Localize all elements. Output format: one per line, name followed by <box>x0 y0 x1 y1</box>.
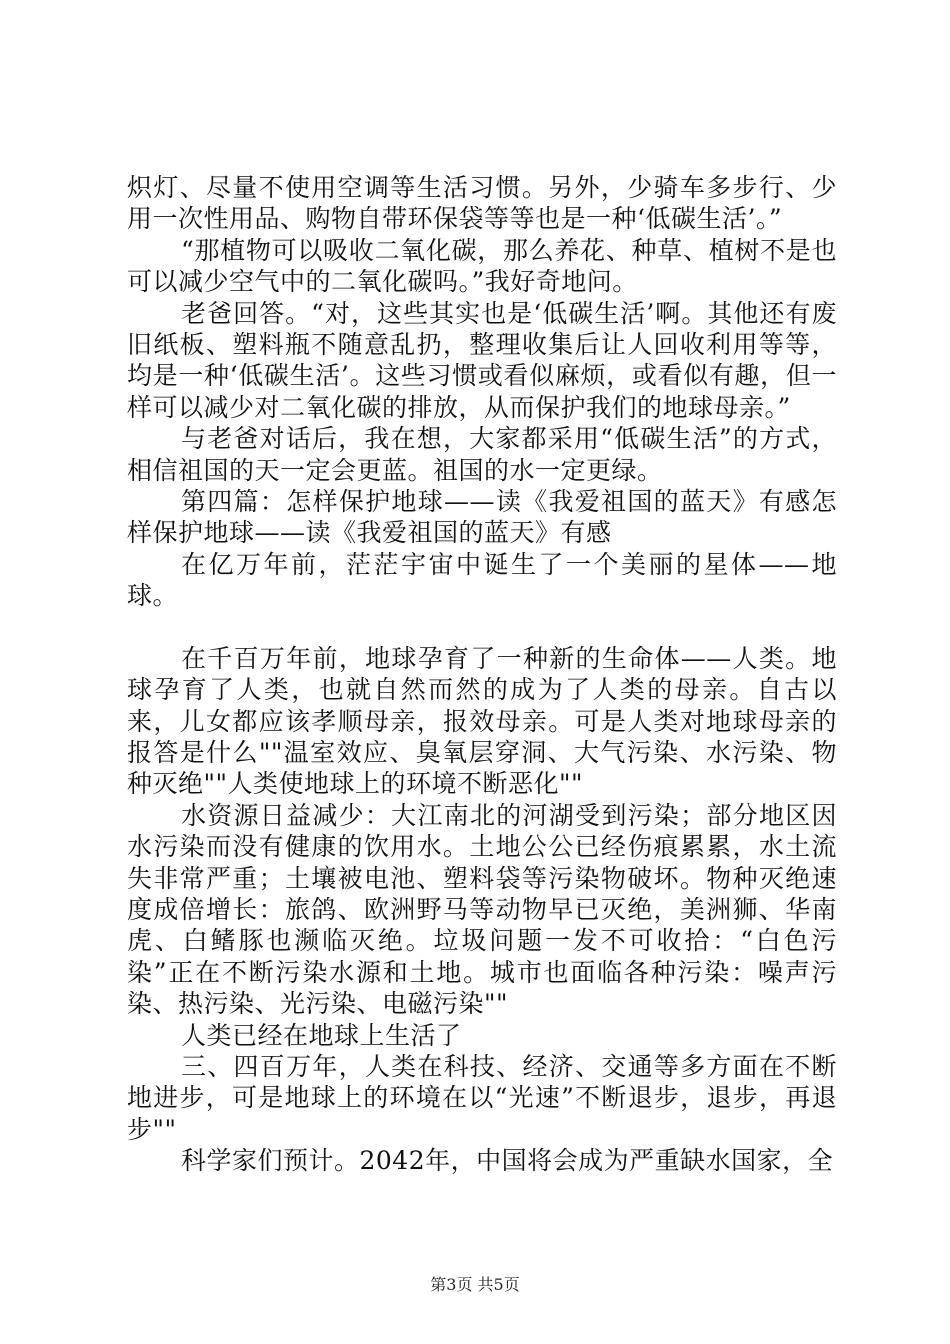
paragraph-10: 三、四百万年，人类在科技、经济、交通等多方面在不断地进步，可是地球上的环境在以“光速”不断退步，退步，再退步"" <box>127 1051 837 1144</box>
paragraph-8: 水资源日益减少：大江南北的河湖受到污染；部分地区因水污染而没有健康的饮用水。土地公公已经伤痕累累，水土流失非常严重；土壤被电池、塑料袋等污染物破坏。物种灭绝速度成倍增长：旅鸽、欧洲野马等动物早已灭绝，美洲狮、华南虎、白鳍豚也濒临灭绝。垃圾问题一发不可收拾：“白色污染”正在不断污染水源和土地。城市也面临各种污染：噪声污染、热污染、光污染、电磁污染"" <box>127 800 837 1019</box>
paragraph-7: 在千百万年前，地球孕育了一种新的生命体——人类。地球孕育了人类，也就自然而然的成为了人类的母亲。自古以来，儿女都应该孝顺母亲，报效母亲。可是人类对地球母亲的报答是什么""温室效应、臭氧层穿洞、大气污染、水污染、物种灭绝""人类使地球上的环境不断恶化"" <box>127 643 837 799</box>
document-body <box>127 172 837 1177</box>
blank-line <box>127 612 837 643</box>
paragraph-4: 与老爸对话后，我在想，大家都采用“低碳生活”的方式，相信祖国的天一定会更蓝。祖国的水一定更绿。 <box>127 424 837 485</box>
section-heading: 第四篇：怎样保护地球——读《我爱祖国的蓝天》有感怎样保护地球——读《我爱祖国的蓝天》有感 <box>127 487 837 548</box>
paragraph-2: “那植物可以吸收二氧化碳，那么养花、种草、植树不是也可以减少空气中的二氧化碳吗。”我好奇地问。 <box>127 235 837 297</box>
paragraph-6: 在亿万年前，茫茫宇宙中诞生了一个美丽的星体——地球。 <box>127 549 837 611</box>
paragraph-9: 人类已经在地球上生活了 <box>181 1020 462 1050</box>
page-number-footer: 第3页 共5页 <box>430 1275 520 1294</box>
paragraph-3: 老爸回答。“对，这些其实也是‘低碳生活’啊。其他还有废旧纸板、塑料瓶不随意乱扔，整理收集后让人回收利用等等，均是一种‘低碳生活’。这些习惯或看似麻烦，或看似有趣，但一样可以减少对二氧化碳的排放，从而保护我们的地球母亲。” <box>127 298 837 422</box>
paragraph-1: 炽灯、尽量不使用空调等生活习惯。另外，少骑车多步行、少用一次性用品、购物自带环保袋等等也是一种‘低碳生活’。” <box>127 173 837 234</box>
paragraph-11: 科学家们预计。2042年，中国将会成为严重缺水国家，全 <box>181 1146 834 1176</box>
